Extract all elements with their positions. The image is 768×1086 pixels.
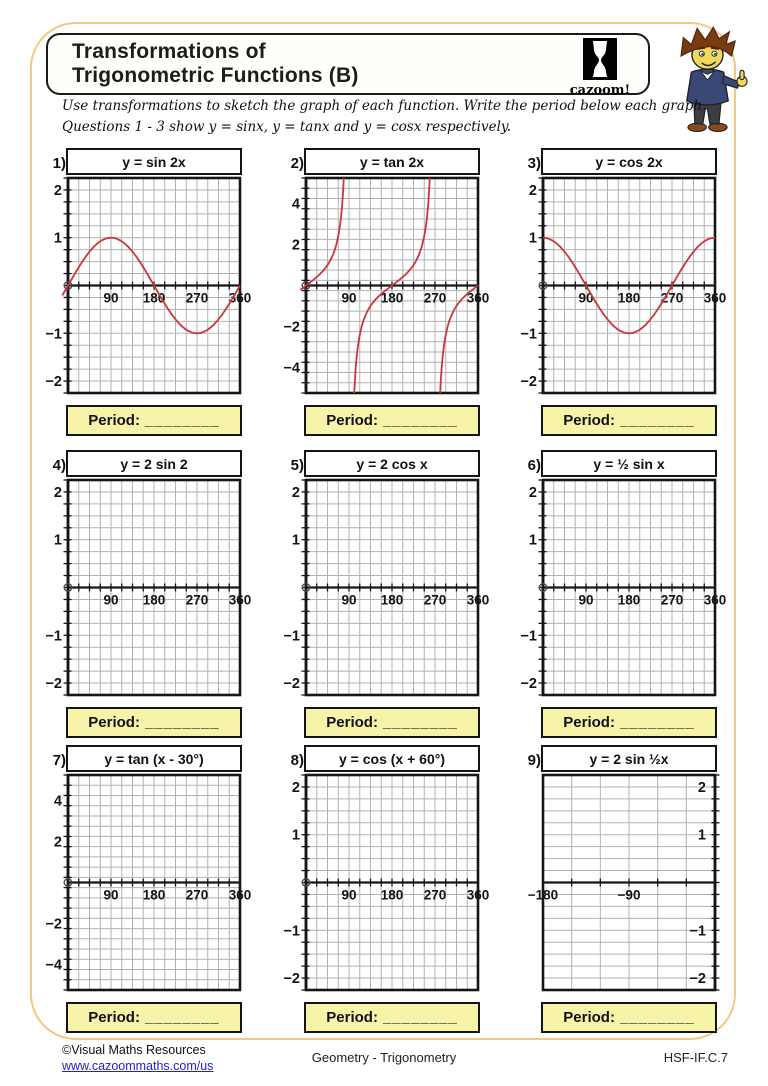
period-label: Period: <box>326 412 378 429</box>
panel-4 <box>38 450 256 742</box>
svg-text:1: 1 <box>53 230 62 247</box>
y-tick-labels <box>45 183 62 390</box>
svg-text:4: 4 <box>53 793 62 810</box>
period-label: Period: <box>326 1009 378 1026</box>
panel-1 <box>38 148 256 440</box>
svg-text:−1: −1 <box>520 326 537 343</box>
panel-function-title: y = cos 2x <box>541 148 717 175</box>
period-answer-blank: ________ <box>382 714 458 731</box>
panel-function-title: y = tan (x - 30°) <box>66 745 242 772</box>
y-tick-labels <box>520 183 537 390</box>
x-tick-labels <box>528 888 641 903</box>
svg-text:−1: −1 <box>45 628 62 645</box>
period-box <box>66 707 242 738</box>
y-tick-labels <box>45 794 62 974</box>
svg-text:1: 1 <box>291 827 300 844</box>
y-tick-labels <box>283 780 300 987</box>
period-answer-blank: ________ <box>144 1009 220 1026</box>
x-tick-labels <box>578 593 726 608</box>
y-tick-labels <box>283 485 300 692</box>
svg-text:1: 1 <box>528 532 537 549</box>
panel-function-title: y = 2 sin 2 <box>66 450 242 477</box>
svg-text:2: 2 <box>53 182 62 199</box>
worksheet-title <box>72 40 359 88</box>
graph-grid-7 <box>38 773 256 995</box>
svg-text:180: 180 <box>380 592 404 608</box>
question-number: 8) <box>290 752 304 769</box>
svg-text:90: 90 <box>341 887 357 903</box>
worksheet-title-box <box>46 33 650 98</box>
graph-grid-8 <box>276 773 494 995</box>
question-number: 2) <box>290 155 304 172</box>
period-box <box>304 1002 480 1033</box>
period-answer-blank: ________ <box>619 1009 695 1026</box>
svg-text:−2: −2 <box>283 319 300 336</box>
panel-function-title: y = ½ sin x <box>541 450 717 477</box>
svg-text:270: 270 <box>660 592 684 608</box>
period-box <box>66 1002 242 1033</box>
graph-grid-1 <box>38 176 256 398</box>
question-number: 3) <box>527 155 541 172</box>
graph-grid-5 <box>276 478 494 700</box>
period-box <box>304 405 480 436</box>
svg-text:270: 270 <box>660 290 684 306</box>
svg-text:−1: −1 <box>45 326 62 343</box>
footer-link[interactable]: www.cazoommaths.com/us <box>62 1059 214 1073</box>
footer-copyright: ©Visual Maths Resources <box>62 1043 206 1057</box>
period-box <box>541 405 717 436</box>
svg-text:360: 360 <box>466 290 490 306</box>
graph-grid-3 <box>513 176 731 398</box>
question-number: 1) <box>52 155 66 172</box>
svg-text:270: 270 <box>423 290 447 306</box>
panel-5 <box>276 450 494 742</box>
svg-text:2: 2 <box>291 484 300 501</box>
period-label: Period: <box>326 714 378 731</box>
period-label: Period: <box>563 412 615 429</box>
svg-text:90: 90 <box>578 592 594 608</box>
svg-text:90: 90 <box>103 290 119 306</box>
footer-topic: Geometry - Trigonometry <box>311 1050 457 1065</box>
period-answer-blank: ________ <box>144 412 220 429</box>
svg-text:90: 90 <box>103 592 119 608</box>
panel-7 <box>38 745 256 1037</box>
panel-function-title: y = cos (x + 60°) <box>304 745 480 772</box>
svg-text:180: 180 <box>142 592 166 608</box>
question-number: 5) <box>290 457 304 474</box>
axes <box>543 775 720 990</box>
svg-text:−1: −1 <box>520 628 537 645</box>
svg-text:−2: −2 <box>45 916 62 933</box>
svg-text:4: 4 <box>291 196 300 213</box>
title-line-2: Trigonometric Functions (B) <box>72 64 359 87</box>
svg-text:2: 2 <box>291 237 300 254</box>
svg-text:−2: −2 <box>283 676 300 693</box>
svg-text:270: 270 <box>185 290 209 306</box>
y-tick-labels <box>520 485 537 692</box>
y-tick-labels <box>45 485 62 692</box>
period-box <box>541 1002 717 1033</box>
svg-text:180: 180 <box>380 290 404 306</box>
svg-text:−1: −1 <box>283 923 300 940</box>
svg-text:−90: −90 <box>617 887 641 903</box>
period-answer-blank: ________ <box>619 714 695 731</box>
graph-grid-6 <box>513 478 731 700</box>
x-tick-labels <box>341 291 489 306</box>
svg-text:360: 360 <box>228 592 252 608</box>
x-tick-labels <box>103 888 251 903</box>
graph-grid-9 <box>513 773 731 995</box>
svg-text:−4: −4 <box>45 957 62 974</box>
svg-text:2: 2 <box>697 779 706 796</box>
instructions-line-2: Questions 1 - 3 show y = sinx, y = tanx and y = cosx respectively. <box>62 119 512 135</box>
x-tick-labels <box>578 291 726 306</box>
period-label: Period: <box>88 714 140 731</box>
period-label: Period: <box>563 1009 615 1026</box>
svg-text:90: 90 <box>341 290 357 306</box>
period-label: Period: <box>88 1009 140 1026</box>
svg-text:270: 270 <box>185 592 209 608</box>
y-tick-labels <box>283 197 300 377</box>
svg-text:180: 180 <box>380 887 404 903</box>
x-tick-labels <box>103 593 251 608</box>
svg-text:−1: −1 <box>689 923 706 940</box>
question-number: 9) <box>527 752 541 769</box>
svg-text:270: 270 <box>423 887 447 903</box>
x-tick-labels <box>341 593 489 608</box>
panel-function-title: y = 2 cos x <box>304 450 480 477</box>
svg-text:2: 2 <box>53 834 62 851</box>
svg-text:2: 2 <box>53 484 62 501</box>
svg-text:1: 1 <box>697 827 706 844</box>
svg-text:−1: −1 <box>283 628 300 645</box>
instructions-line-1: Use transformations to sketch the graph of each function. Write the period below each graph. <box>62 98 707 114</box>
period-label: Period: <box>563 714 615 731</box>
svg-text:180: 180 <box>142 887 166 903</box>
svg-text:360: 360 <box>466 887 490 903</box>
x-tick-labels <box>341 888 489 903</box>
title-line-1: Transformations of <box>72 40 266 63</box>
svg-text:1: 1 <box>528 230 537 247</box>
svg-text:360: 360 <box>228 887 252 903</box>
cazoom-logo <box>564 38 636 98</box>
svg-text:270: 270 <box>185 887 209 903</box>
svg-text:90: 90 <box>103 887 119 903</box>
panel-2 <box>276 148 494 440</box>
period-label: Period: <box>88 412 140 429</box>
svg-text:2: 2 <box>528 484 537 501</box>
svg-text:−2: −2 <box>520 676 537 693</box>
instructions <box>62 96 706 138</box>
svg-text:180: 180 <box>617 290 641 306</box>
svg-text:−2: −2 <box>45 676 62 693</box>
svg-text:−180: −180 <box>527 887 559 903</box>
period-box <box>541 707 717 738</box>
cazoom-glass-icon <box>582 38 618 80</box>
svg-text:1: 1 <box>291 532 300 549</box>
period-answer-blank: ________ <box>619 412 695 429</box>
svg-text:2: 2 <box>291 779 300 796</box>
svg-text:90: 90 <box>578 290 594 306</box>
svg-text:360: 360 <box>466 592 490 608</box>
panel-function-title: y = sin 2x <box>66 148 242 175</box>
svg-text:360: 360 <box>703 592 727 608</box>
svg-text:360: 360 <box>228 290 252 306</box>
svg-text:−2: −2 <box>45 374 62 391</box>
svg-text:−2: −2 <box>689 971 706 988</box>
question-number: 6) <box>527 457 541 474</box>
question-number: 4) <box>52 457 66 474</box>
panel-8 <box>276 745 494 1037</box>
svg-text:180: 180 <box>617 592 641 608</box>
panel-3 <box>513 148 731 440</box>
period-answer-blank: ________ <box>144 714 220 731</box>
svg-text:90: 90 <box>341 592 357 608</box>
panel-9 <box>513 745 731 1037</box>
svg-text:360: 360 <box>703 290 727 306</box>
svg-text:2: 2 <box>528 182 537 199</box>
cazoom-logo-text: cazoom! <box>569 83 631 98</box>
panel-function-title: y = 2 sin ½x <box>541 745 717 772</box>
svg-text:−4: −4 <box>283 360 300 377</box>
svg-text:270: 270 <box>423 592 447 608</box>
period-box <box>66 405 242 436</box>
svg-text:−2: −2 <box>283 971 300 988</box>
graph-grid-2 <box>276 176 494 398</box>
period-box <box>304 707 480 738</box>
panel-function-title: y = tan 2x <box>304 148 480 175</box>
svg-text:180: 180 <box>142 290 166 306</box>
svg-text:−2: −2 <box>520 374 537 391</box>
period-answer-blank: ________ <box>382 1009 458 1026</box>
footer-standard-code: HSF-IF.C.7 <box>663 1050 728 1065</box>
period-answer-blank: ________ <box>382 412 458 429</box>
svg-text:1: 1 <box>53 532 62 549</box>
graph-grid-4 <box>38 478 256 700</box>
panel-6 <box>513 450 731 742</box>
question-number: 7) <box>52 752 66 769</box>
